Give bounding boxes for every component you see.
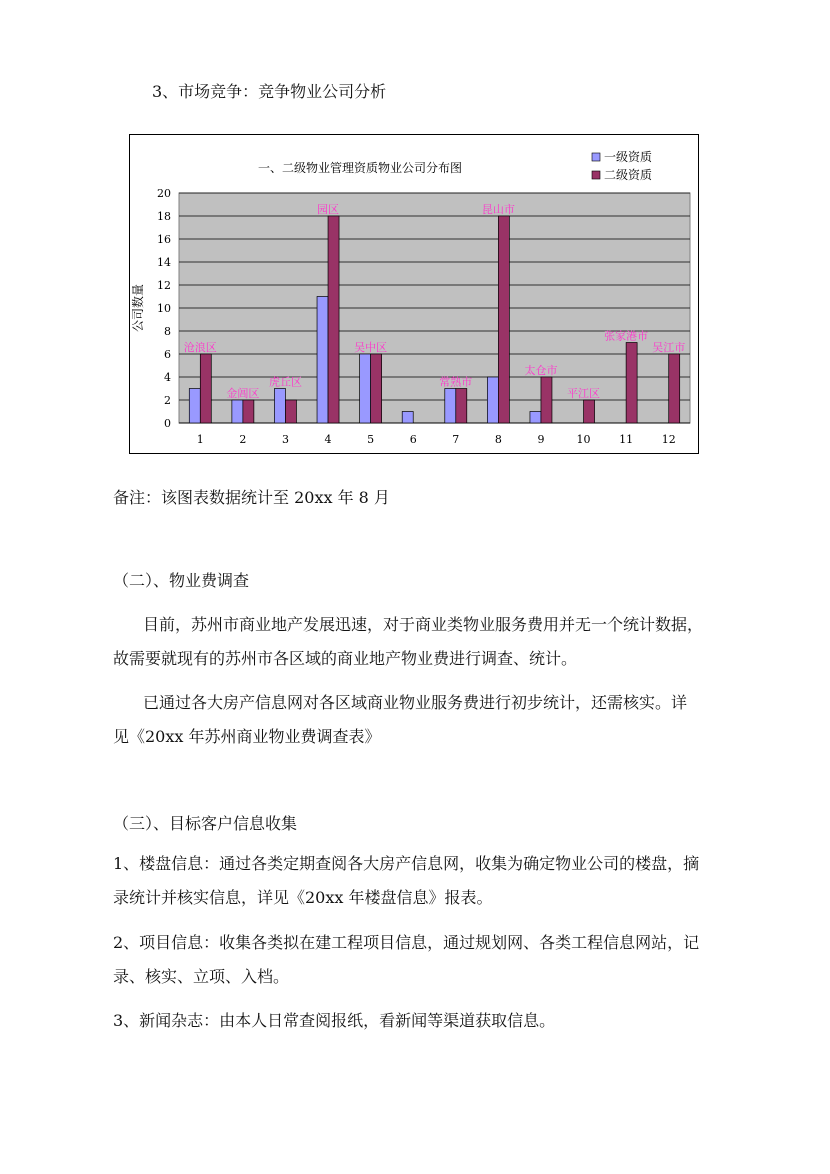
- y-tick-label: 12: [157, 279, 171, 292]
- item3-line1: 3、新闻杂志：由本人日常查阅报纸，看新闻等渠道获取信息。: [113, 1011, 556, 1030]
- x-tick-label: 10: [576, 433, 591, 446]
- y-tick-label: 16: [157, 233, 171, 246]
- region-label: 虎丘区: [268, 375, 302, 389]
- item1-line2: 录统计并核实信息，详见《20xx 年楼盘信息》报表。: [113, 888, 493, 907]
- bar-2: [669, 354, 680, 423]
- legend-label-level2: 二级资质: [604, 168, 653, 182]
- y-tick-label: 20: [157, 187, 171, 200]
- bar-1: [487, 377, 498, 423]
- y-tick-label: 4: [164, 371, 171, 384]
- x-tick-label: 11: [619, 433, 634, 446]
- bar-1: [189, 389, 200, 424]
- y-tick-label: 0: [164, 417, 171, 430]
- x-tick-label: 6: [409, 433, 417, 446]
- bar-2: [243, 400, 254, 423]
- region-label: 昆山市: [481, 203, 515, 216]
- legend-swatch-level2: [592, 171, 600, 179]
- y-tick-label: 14: [157, 256, 171, 269]
- region-label: 张家港市: [604, 329, 649, 343]
- region-label: 常熟市: [439, 375, 473, 389]
- bar-2: [456, 389, 467, 424]
- plot-area: [157, 187, 690, 446]
- bar-chart: [129, 134, 699, 454]
- y-tick-label: 10: [157, 302, 171, 315]
- y-tick-label: 8: [164, 325, 171, 338]
- bar-2: [200, 354, 211, 423]
- bar-2: [626, 343, 637, 424]
- p2-line2: 见《20xx 年苏州商业物业费调查表》: [113, 727, 381, 746]
- region-label: 吴中区: [354, 341, 388, 354]
- x-tick-label: 12: [661, 433, 676, 446]
- section2-title: （二）、物业费调查: [113, 571, 250, 590]
- p2-line1: 已通过各大房产信息网对各区域商业物业服务费进行初步统计，还需核实。详: [143, 693, 688, 712]
- legend-label-level1: 一级资质: [604, 150, 653, 164]
- x-tick-label: 4: [324, 433, 332, 446]
- chart-note: 备注：该图表数据统计至 20xx 年 8 月: [113, 488, 390, 507]
- bar-1: [274, 389, 285, 424]
- region-label: 沧浪区: [183, 341, 217, 354]
- x-tick-label: 3: [281, 433, 289, 446]
- x-tick-label: 2: [239, 433, 247, 446]
- x-tick-label: 5: [367, 433, 375, 446]
- x-tick-label: 9: [537, 433, 545, 446]
- item2-line2: 录、核实、立项、入档。: [113, 967, 290, 986]
- chart-svg: [130, 135, 698, 453]
- section3-title: （三）、目标客户信息收集: [113, 814, 298, 833]
- region-label: 平江区: [567, 387, 601, 400]
- bar-2: [541, 377, 552, 423]
- competition-heading: 3、市场竞争：竞争物业公司分析: [152, 82, 387, 101]
- x-tick-label: 1: [196, 433, 204, 446]
- y-tick-label: 6: [164, 348, 171, 361]
- y-tick-label: 2: [164, 394, 171, 407]
- bar-1: [360, 354, 371, 423]
- region-label: 太仓市: [524, 364, 558, 377]
- region-label: 园区: [317, 203, 340, 216]
- bar-2: [584, 400, 595, 423]
- item2-line1: 2、项目信息：收集各类拟在建工程项目信息，通过规划网、各类工程信息网站，记: [113, 933, 700, 952]
- bar-1: [530, 412, 541, 424]
- bar-1: [402, 412, 413, 424]
- x-tick-label: 8: [494, 433, 502, 446]
- region-label: 金阊区: [226, 387, 260, 400]
- p1-line2: 故需要就现有的苏州市各区域的商业地产物业费进行调查、统计。: [113, 649, 578, 668]
- bar-2: [498, 216, 509, 423]
- bar-2: [328, 216, 339, 423]
- y-axis-label: 公司数量: [131, 283, 145, 333]
- bar-2: [371, 354, 382, 423]
- region-label: 吴江市: [652, 341, 686, 354]
- p1-line1: 目前，苏州市商业地产发展迅速，对于商业类物业服务费用并无一个统计数据，: [143, 615, 704, 634]
- y-tick-label: 18: [157, 210, 171, 223]
- bar-1: [232, 400, 243, 423]
- chart-title: 一、二级物业管理资质物业公司分布图: [257, 161, 463, 175]
- bar-2: [285, 400, 296, 423]
- legend-swatch-level1: [592, 153, 600, 161]
- bar-1: [317, 297, 328, 424]
- bar-1: [445, 389, 456, 424]
- item1-line1: 1、楼盘信息：通过各类定期查阅各大房产信息网，收集为确定物业公司的楼盘，摘: [113, 854, 700, 873]
- x-tick-label: 7: [452, 433, 460, 446]
